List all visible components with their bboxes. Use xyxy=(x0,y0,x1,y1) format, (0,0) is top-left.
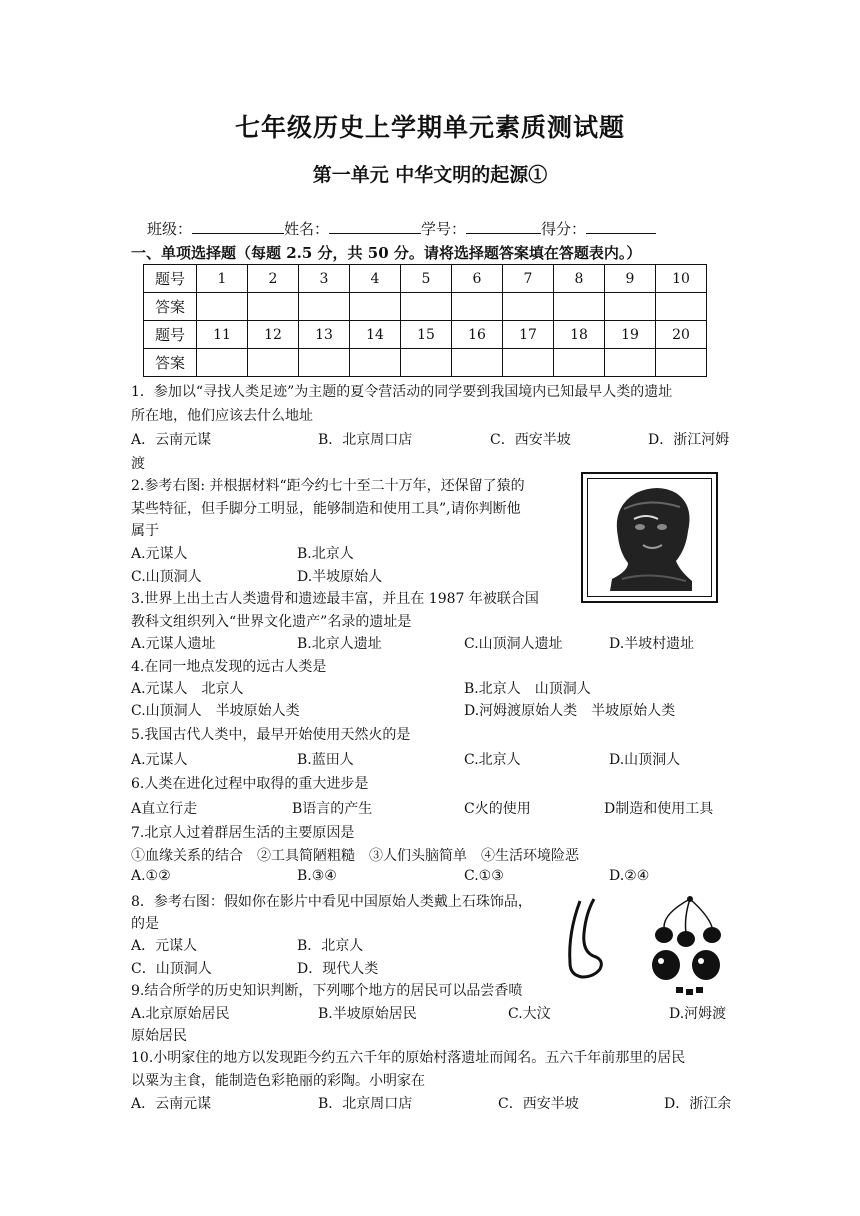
number-header: 题号 xyxy=(144,321,197,349)
option-d: D.半坡原始人 xyxy=(297,569,383,585)
question-number: 5 xyxy=(401,265,452,293)
answer-cell[interactable] xyxy=(554,349,605,377)
peking-man-bust-image xyxy=(581,472,718,603)
question-3-stem-cont: 教科文组织列入“世界文化遗产”名录的遗址是 xyxy=(131,614,412,630)
question-6-stem: 6.人类在进化过程中取得的重大进步是 xyxy=(131,776,369,792)
option-b: B．北京人 xyxy=(297,938,364,954)
answer-cell[interactable] xyxy=(299,349,350,377)
option-b: B．北京周口店 xyxy=(318,432,413,448)
bust-icon xyxy=(588,479,713,598)
question-number: 3 xyxy=(299,265,350,293)
option-b: B.北京人 xyxy=(297,546,354,562)
question-1-stem: 1．参加以“寻找人类足迹”为主题的夏令营活动的同学要到我国境内已知最早人类的遗址 xyxy=(131,384,673,400)
answer-cell[interactable] xyxy=(656,293,707,321)
option-d: D．浙江余 xyxy=(664,1096,732,1112)
question-number: 17 xyxy=(503,321,554,349)
question-7-items: ①血缘关系的结合 ②工具简陋粗糙 ③人们头脑简单 ④生活环境险恶 xyxy=(131,848,579,864)
class-blank[interactable] xyxy=(192,219,284,234)
answer-cell[interactable] xyxy=(248,293,299,321)
answer-table xyxy=(143,264,707,377)
question-number: 1 xyxy=(197,265,248,293)
table-row xyxy=(144,321,707,349)
question-number: 12 xyxy=(248,321,299,349)
option-c: C.山顶洞人遗址 xyxy=(464,636,563,652)
option-b: B.北京人遗址 xyxy=(297,636,382,652)
score-blank[interactable] xyxy=(586,219,656,234)
option-b: B.北京人 山顶洞人 xyxy=(464,681,591,697)
option-b: B.半坡原始居民 xyxy=(318,1006,417,1022)
option-d: D．浙江河姆 xyxy=(648,432,730,448)
question-number: 14 xyxy=(350,321,401,349)
option-a: A.元谋人 北京人 xyxy=(131,681,244,697)
option-a: A．云南元谋 xyxy=(131,1096,212,1112)
option-c: C.①③ xyxy=(464,868,504,884)
class-label: 班级： xyxy=(147,220,193,238)
question-number: 15 xyxy=(401,321,452,349)
number-header: 题号 xyxy=(144,265,197,293)
answer-cell[interactable] xyxy=(503,293,554,321)
option-a: A.元谋人 xyxy=(131,546,188,562)
score-label: 得分： xyxy=(541,220,587,238)
option-a: A.元谋人 xyxy=(131,752,188,768)
option-d-cont: 原始居民 xyxy=(131,1028,187,1044)
question-number: 7 xyxy=(503,265,554,293)
option-d: D制造和使用工具 xyxy=(604,801,714,817)
table-row xyxy=(144,265,707,293)
question-number: 16 xyxy=(452,321,503,349)
table-row xyxy=(144,293,707,321)
answer-cell[interactable] xyxy=(350,349,401,377)
option-d-cont: 渡 xyxy=(131,456,145,472)
number-label: 学号： xyxy=(421,220,467,238)
question-10-stem: 10.小明家住的地方以发现距今约五六千年的原始村落遗址而闻名。五六千年前那里的居民 xyxy=(131,1050,686,1066)
question-number: 20 xyxy=(656,321,707,349)
question-number: 6 xyxy=(452,265,503,293)
option-b: B语言的产生 xyxy=(292,801,373,817)
question-number: 11 xyxy=(197,321,248,349)
question-9-stem: 9.结合所学的历史知识判断，下列哪个地方的居民可以品尝香喷 xyxy=(131,983,523,999)
name-label: 姓名： xyxy=(284,220,330,238)
necklace-icon xyxy=(560,893,730,1005)
option-a: A．元谋人 xyxy=(131,938,198,954)
option-d: D.河姆渡原始人类 半坡原始人类 xyxy=(464,703,676,719)
answer-cell[interactable] xyxy=(656,349,707,377)
table-row xyxy=(144,349,707,377)
answer-header: 答案 xyxy=(144,293,197,321)
question-7-stem: 7.北京人过着群居生活的主要原因是 xyxy=(131,825,355,841)
answer-cell[interactable] xyxy=(197,349,248,377)
question-10-stem-cont: 以粟为主食，能制造色彩艳丽的彩陶。小明家在 xyxy=(131,1073,425,1089)
question-2-stem-cont: 某些特征，但手脚分工明显，能够制造和使用工具”,请你判断他 xyxy=(131,501,521,517)
option-c: C．西安半坡 xyxy=(490,432,571,448)
answer-cell[interactable] xyxy=(401,293,452,321)
option-d: D.②④ xyxy=(609,868,650,884)
answer-cell[interactable] xyxy=(452,349,503,377)
question-1-stem-cont: 所在地，他们应该去什么地址 xyxy=(131,408,313,424)
option-c: C．西安半坡 xyxy=(498,1096,579,1112)
question-4-stem: 4.在同一地点发现的远古人类是 xyxy=(131,659,327,675)
question-number: 13 xyxy=(299,321,350,349)
question-number: 19 xyxy=(605,321,656,349)
answer-cell[interactable] xyxy=(401,349,452,377)
option-d: D.山顶洞人 xyxy=(609,752,681,768)
question-8-stem: 8．参考右图：假如你在影片中看见中国原始人类戴上石珠饰品， xyxy=(131,894,532,910)
question-number: 8 xyxy=(554,265,605,293)
option-c: C.北京人 xyxy=(464,752,521,768)
question-number: 9 xyxy=(605,265,656,293)
unit-subtitle: 第一单元 中华文明的起源① xyxy=(312,164,548,186)
answer-cell[interactable] xyxy=(605,293,656,321)
question-2-stem: 2.参考右图: 并根据材料“距今约七十至二十万年，还保留了猿的 xyxy=(131,478,525,494)
question-number: 4 xyxy=(350,265,401,293)
question-number: 10 xyxy=(656,265,707,293)
student-info-line xyxy=(147,218,656,239)
option-c: C.山顶洞人 半坡原始人类 xyxy=(131,703,300,719)
option-a: A.①② xyxy=(131,868,171,884)
option-a: A直立行走 xyxy=(131,801,198,817)
section-heading: 一、单项选择题（每题 2.5 分，共 50 分。请将选择题答案填在答题表内。） xyxy=(131,244,642,262)
option-d: D．现代人类 xyxy=(297,961,379,977)
question-number: 2 xyxy=(248,265,299,293)
answer-cell[interactable] xyxy=(503,349,554,377)
option-b: B.蓝田人 xyxy=(297,752,354,768)
answer-cell[interactable] xyxy=(605,349,656,377)
question-2-stem-cont: 属于 xyxy=(131,523,159,539)
option-c: C．山顶洞人 xyxy=(131,961,212,977)
option-c: C.大汶 xyxy=(508,1006,551,1022)
question-5-stem: 5.我国古代人类中，最早开始使用天然火的是 xyxy=(131,727,411,743)
option-d: D.河姆渡 xyxy=(669,1006,727,1022)
answer-cell[interactable] xyxy=(554,293,605,321)
option-c: C火的使用 xyxy=(464,801,531,817)
answer-cell[interactable] xyxy=(248,349,299,377)
answer-cell[interactable] xyxy=(197,293,248,321)
number-blank[interactable] xyxy=(466,219,541,234)
bead-necklace-image xyxy=(560,893,730,1005)
option-a: A.北京原始居民 xyxy=(131,1006,230,1022)
answer-header: 答案 xyxy=(144,349,197,377)
answer-cell[interactable] xyxy=(350,293,401,321)
answer-cell[interactable] xyxy=(452,293,503,321)
question-8-stem-cont: 的是 xyxy=(131,916,159,932)
question-3-stem: 3.世界上出土古人类遗骨和遗迹最丰富，并且在 1987 年被联合国 xyxy=(131,591,539,607)
option-b: B．北京周口店 xyxy=(318,1096,413,1112)
option-b: B.③④ xyxy=(297,868,337,884)
name-blank[interactable] xyxy=(329,219,421,234)
option-a: A．云南元谋 xyxy=(131,432,212,448)
page-title: 七年级历史上学期单元素质测试题 xyxy=(234,113,625,142)
question-number: 18 xyxy=(554,321,605,349)
option-d: D.半坡村遗址 xyxy=(609,636,695,652)
answer-cell[interactable] xyxy=(299,293,350,321)
option-a: A.元谋人遗址 xyxy=(131,636,216,652)
option-c: C.山顶洞人 xyxy=(131,569,202,585)
